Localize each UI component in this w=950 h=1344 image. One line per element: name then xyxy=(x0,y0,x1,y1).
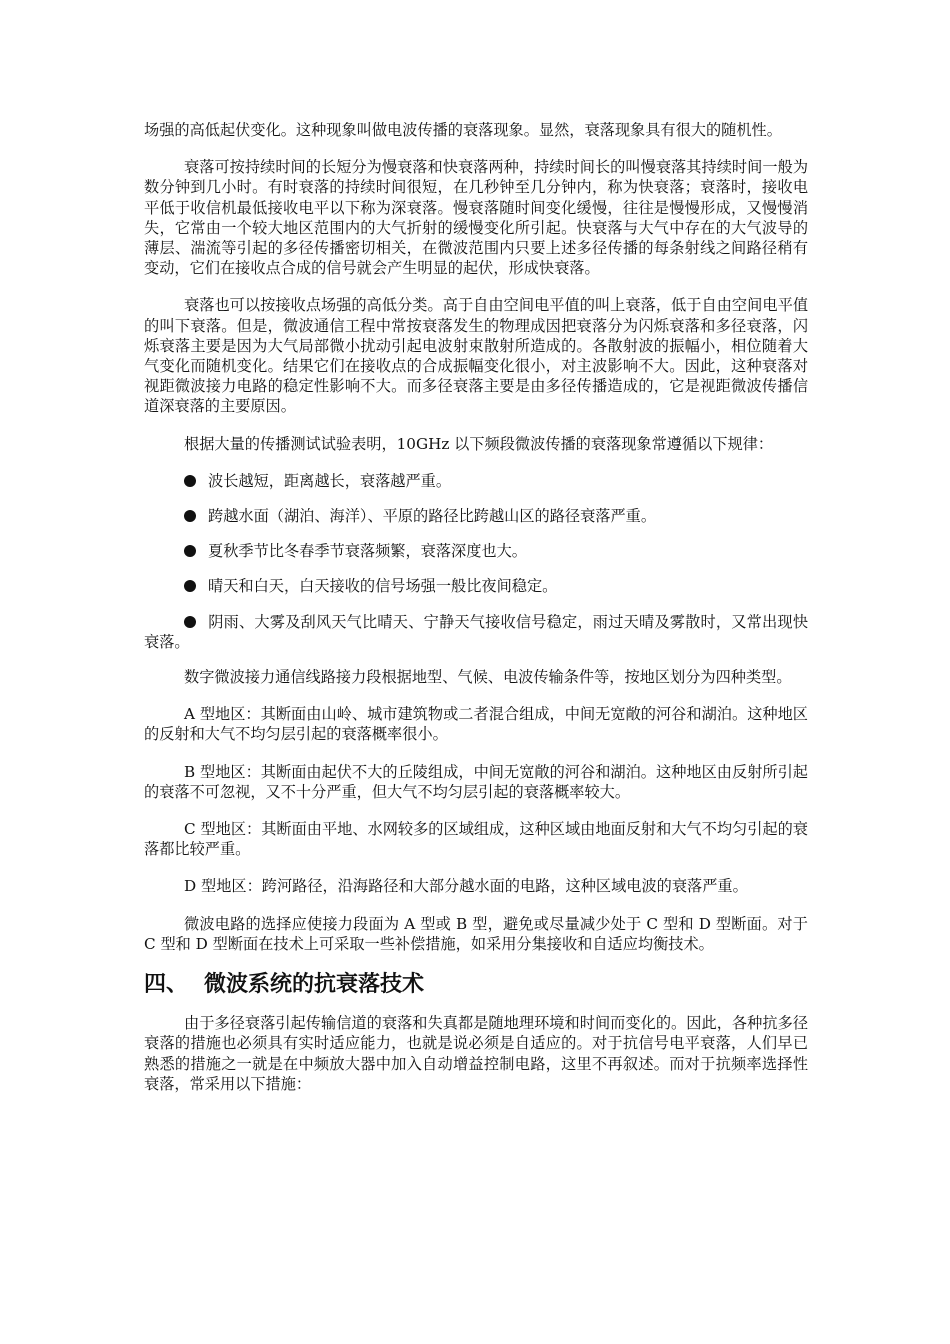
bullet-item xyxy=(144,471,808,491)
bullet-dot-icon xyxy=(184,510,196,522)
bullet-text: 夏秋季节比冬春季节衰落频繁，衰落深度也大。 xyxy=(208,542,527,561)
bullet-item xyxy=(144,576,808,596)
bullet-item xyxy=(144,612,808,652)
bullet-text: 波长越短，距离越长，衰落越严重。 xyxy=(208,471,451,490)
bullet-text: 阴雨、大雾及刮风天气比晴天、宁静天气接收信号稳定，雨过天晴及雾散时，又常出现快衰落。 xyxy=(144,612,808,651)
bullet-dot-icon xyxy=(184,545,196,557)
paragraph-fading-phenomenon: 场强的高低起伏变化。这种现象叫做电波传播的衰落现象。显然，衰落现象具有很大的随机性。 xyxy=(144,121,782,139)
bullet-text: 跨越水面（湖泊、海洋）、平原的路径比跨越山区的路径衰落严重。 xyxy=(208,507,657,526)
bullet-dot-icon xyxy=(184,580,196,592)
paragraph-region-b: B 型地区：其断面由起伏不大的丘陵组成，中间无宽敞的河谷和湖泊。这种地区由反射所引起的衰落不可忽视，又不十分严重，但大气不均匀层引起的衰落概率较大。 xyxy=(144,762,808,801)
paragraph-region-intro: 数字微波接力通信线路接力段根据地型、气候、电波传输条件等，按地区划分为四种类型。 xyxy=(184,668,792,687)
bullet-dot-icon xyxy=(184,475,196,487)
paragraph-region-c: C 型地区：其断面由平地、水网较多的区域组成，这种区域由地面反射和大气不均匀引起的衰落都比较严重。 xyxy=(144,820,808,859)
paragraph-slow-fast-fading: 衰落可按持续时间的长短分为慢衰落和快衰落两种，持续时间长的叫慢衰落其持续时间一般为数分钟到几小时。有时衰落的持续时间很短，在几秒钟至几分钟内，称为快衰落；衰落时，接收电平低于收信机最低接收电平以下称为深衰落。慢衰落随时间变化缓慢，往往是慢慢形成，又慢慢消失，它常由一个较大地区范围内的大气折射的缓慢变化所引起。快衰落与大气中存在的大气波导的薄层、湍流等引起的多径传播密切相关，在微波范围内只要上述多径传播的每条射线之间路径稍有变动，它们在接收点合成的信号就会产生明显的起伏，形成快衰落。 xyxy=(144,158,808,278)
section-title: 微波系统的抗衰落技术 xyxy=(204,972,425,998)
paragraph-fading-rules-intro: 根据大量的传播测试试验表明，10GHz 以下频段微波传播的衰落现象常遵循以下规律： xyxy=(184,434,774,453)
bullet-dot-icon xyxy=(184,616,196,628)
paragraph-region-a: A 型地区：其断面由山岭、城市建筑物或二者混合组成，中间无宽敞的河谷和湖泊。这种地区的反射和大气不均匀层引起的衰落概率很小。 xyxy=(144,705,808,744)
bullet-item xyxy=(144,506,808,526)
paragraph-region-d: D 型地区：跨河路径，沿海路径和大部分越水面的电路，这种区域电波的衰落严重。 xyxy=(184,877,748,896)
bullet-item xyxy=(144,541,808,561)
paragraph-route-selection: 微波电路的选择应使接力段面为 A 型或 B 型，避免或尽量减少处于 C 型和 D 型断面。对于 C 型和 D 型断面在技术上可采取一些补偿措施，如采用分集接收和自适应均衡技术。 xyxy=(144,914,808,953)
section-heading xyxy=(144,971,808,999)
paragraph-anti-fading-intro: 由于多径衰落引起传输信道的衰落和失真都是随地理环境和时间而变化的。因此，各种抗多径衰落的措施也必须具有实时适应能力，也就是说必须是自适应的。对于抗信号电平衰落，人们早已熟悉的措施之一就是在中频放大器中加入自动增益控制电路，这里不再叙述。而对于抗频率选择性衰落，常采用以下措施： xyxy=(144,1014,808,1093)
paragraph-fading-classification: 衰落也可以按接收点场强的高低分类。高于自由空间电平值的叫上衰落，低于自由空间电平值的叫下衰落。但是，微波通信工程中常按衰落发生的物理成因把衰落分为闪烁衰落和多径衰落，闪烁衰落主要是因为大气局部微小扰动引起电波射束散射所造成的。各散射波的振幅小，相位随着大气变化而随机变化。结果它们在接收点的合成振幅变化很小，对主波影响不大。因此，这种衰落对视距微波接力电路的稳定性影响不大。而多径衰落主要是由多径传播造成的，它是视距微波传播信道深衰落的主要原因。 xyxy=(144,296,808,416)
document-page xyxy=(144,120,808,1111)
bullet-text: 晴天和白天，白天接收的信号场强一般比夜间稳定。 xyxy=(208,577,558,596)
section-number: 四、 xyxy=(144,972,189,998)
